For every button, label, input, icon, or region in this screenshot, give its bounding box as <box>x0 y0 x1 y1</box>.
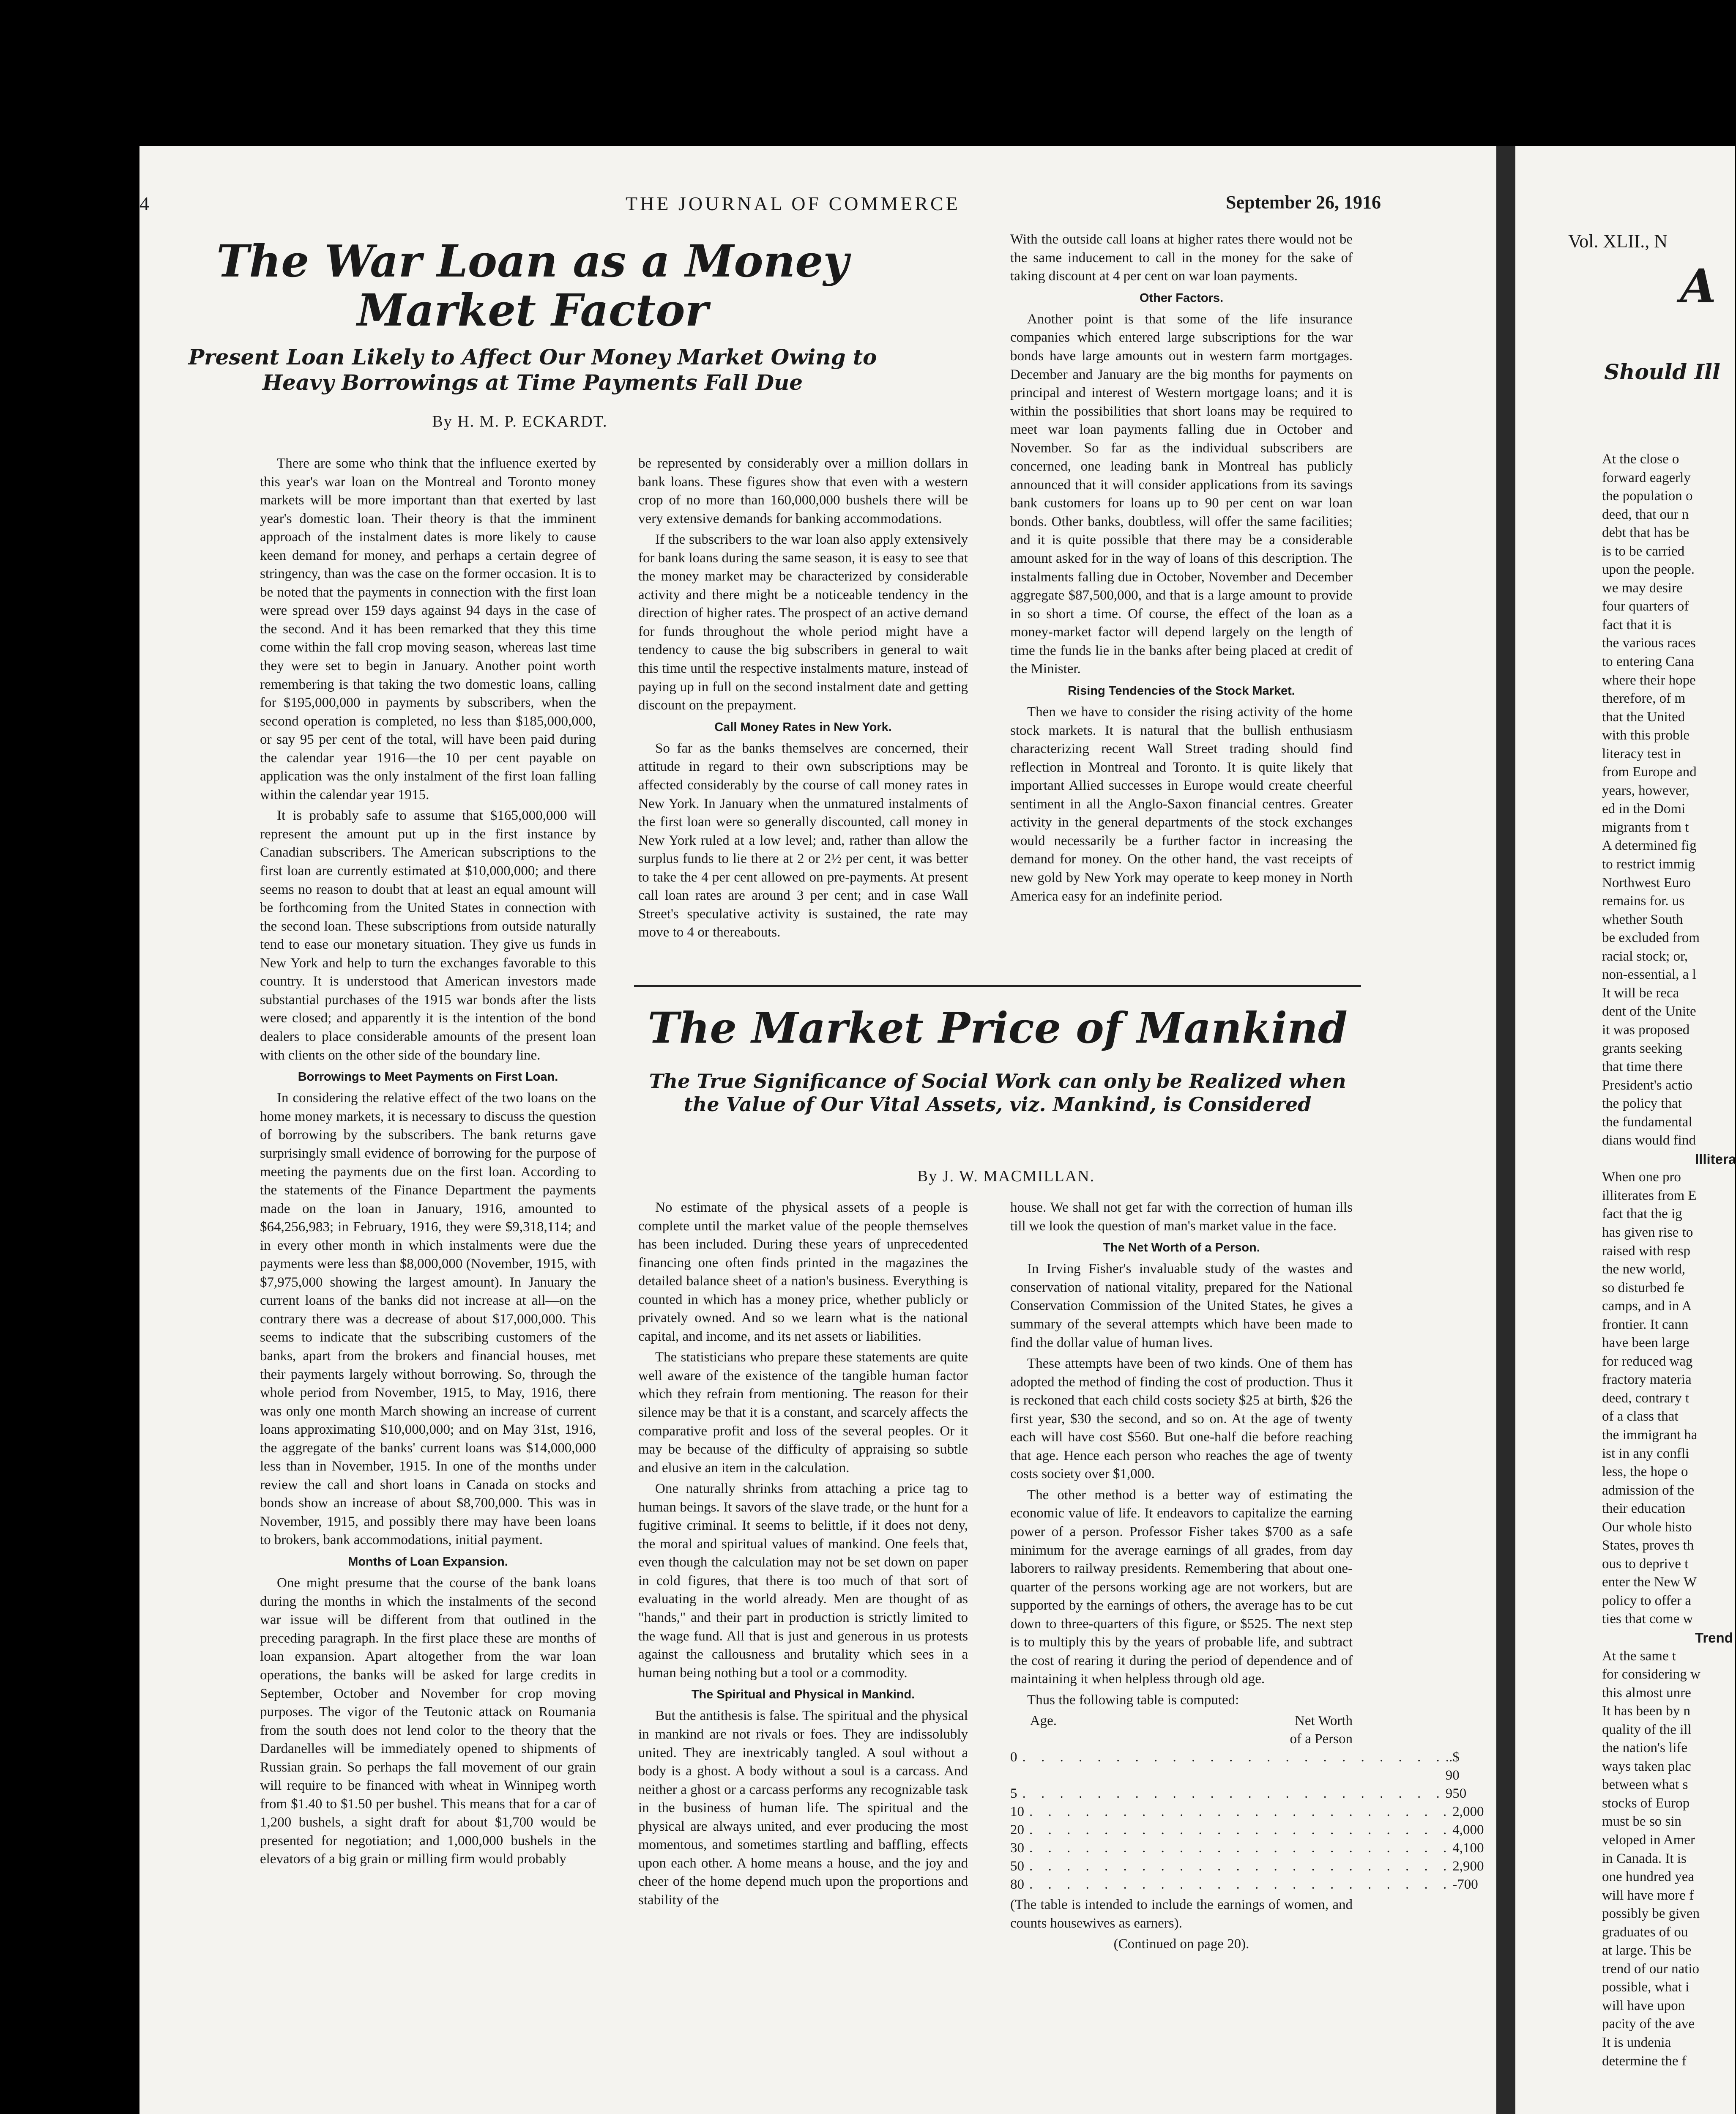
text-line: for considering w <box>1602 1667 1700 1682</box>
net-worth-cell: 2,900 <box>1452 1858 1484 1874</box>
text-line: It is undenia <box>1602 2035 1671 2051</box>
paragraph: If the subscribers to the war loan also apply extensively for bank loans during the same season, it is easy to see that the money market may be characterized by considerable activity and there might be a noticeable tendency in the direction of higher rates. The prospect of an active demand for funds throughout the whole period might have a tendency to cause the big subscribers in general to wait this time until the respective instalments mature, instead of paying up in full on the second instalment date and getting discount on the prepayment. <box>638 532 968 713</box>
article1-column-3 <box>1010 230 1353 908</box>
paragraph: There are some who think that the influence exerted by this year's war loan on the Montreal and Toronto money markets will be more important than that exerted by last year's domestic loan. Their theory is that the imminent approach of the instalment dates is more likely to cause keen demand for money, and perhaps a certain degree of stringency, than was the case on the former occasion. It is to be noted that the payments in connection with the first loan were spread over 159 days against 94 days in the case of the second. And it has been remarked that they this time come within the fall crop moving season, whereas last time they were set to begin in January. Another point worth remembering is that taking the two domestic loans, calling for $195,000,000 in payments by subscribers, when the second operation is completed, no less than $185,000,000, or say 95 per cent of the total, will have been paid during the calendar year 1916—the 10 per cent payable on application was the only instalment of the first loan falling within the calendar year 1915. <box>260 456 596 802</box>
article1-subtitle: Present Loan Likely to Affect Our Money Market Owing to Heavy Borrowings at Time Payments Fall Due <box>188 345 877 395</box>
text-line: grants seeking <box>1602 1041 1682 1056</box>
publication-name: THE JOURNAL OF COMMERCE <box>626 193 960 214</box>
next-subtitle-fragment: Should Ill <box>1604 359 1720 384</box>
text-line: President's actio <box>1602 1077 1692 1093</box>
continued-note: (Continued on page 20). <box>1113 1936 1249 1952</box>
paragraph: In considering the relative effect of the two loans on the home money markets, it is necessary to discuss the question of borrowing by the subscribers. The bank returns gave surprisingly small evidence of borrowing for the purpose of meeting the payments due on the first loan. According to the statements of the Finance Department the payments made on the loan in January, 1916, amounted to $64,256,983; in February, 1916, they were $9,318,114; and in every other month in which instalments were due the payments were less than $8,000,000 (November, 1915, with $7,975,000 showing the largest amount). In January the current loans of the banks did not increase at all—on the contrary there was a decrease of about $17,000,000. This seems to indicate that the subscribing customers of the banks, apart from the brokers and financial houses, met their payments largely without borrowing. So, through the whole period from November, 1915, to May, 1916, there was only one month March showing an increase of current loans approximating $10,000,000; and on May 31st, 1916, the aggregate of the banks' current loans was $14,000,000 less than in November, 1915. In one of the months under review the call and short loans in Canada on stocks and bonds show an increase of about $8,700,000. This was in November, 1915, and possibly there may have been loans to brokers, bank accommodations, initial payment. <box>260 1090 596 1548</box>
text-line: where their hope <box>1602 672 1696 688</box>
text-line: that time there <box>1602 1059 1683 1075</box>
text-line: fractory materia <box>1602 1372 1692 1388</box>
text-line: this almost unre <box>1602 1685 1691 1701</box>
text-line: policy to offer a <box>1602 1593 1692 1608</box>
text-line: debt that has be <box>1602 525 1690 541</box>
age-cell: 5 <box>1010 1786 1017 1802</box>
text-line: at large. This be <box>1602 1943 1692 1958</box>
net-worth-table <box>1010 1712 1484 1893</box>
paragraph: In Irving Fisher's invaluable study of the wastes and conservation of national vitality, prepared for the National Conservation Commission of the United States, he gives a summary of the several attempts which have been made to find the dollar value of human lives. <box>1010 1261 1353 1350</box>
text-line: years, however, <box>1602 783 1690 798</box>
text-line: of a class that <box>1602 1409 1679 1424</box>
text-line: States, proves th <box>1602 1538 1694 1553</box>
volume-label: Vol. XLII., N <box>1568 231 1668 252</box>
text-line: with this proble <box>1602 728 1690 743</box>
text-line: the immigrant ha <box>1602 1427 1698 1443</box>
text-line: from Europe and <box>1602 764 1697 780</box>
text-line: frontier. It cann <box>1602 1317 1689 1332</box>
column-header-age: Age. <box>1030 1713 1057 1729</box>
text-line: graduates of ou <box>1602 1924 1688 1940</box>
table-row <box>1010 1748 1460 1785</box>
text-line: is to be carried <box>1602 543 1685 559</box>
text-line: in Canada. It is <box>1602 1851 1687 1866</box>
text-line: to restrict immig <box>1602 857 1695 872</box>
net-worth-line1: Net Worth <box>1295 1713 1353 1729</box>
text-line: Our whole histo <box>1602 1519 1692 1535</box>
text-line: have been large <box>1602 1335 1690 1351</box>
net-worth-cell: ..$ 90 <box>1445 1750 1460 1783</box>
text-line: camps, and in A <box>1602 1298 1692 1314</box>
text-line: the various races <box>1602 635 1696 651</box>
text-line: one hundred yea <box>1602 1869 1695 1885</box>
article-divider <box>634 985 1361 987</box>
text-line: At the same t <box>1602 1648 1676 1664</box>
text-line: When one pro <box>1602 1169 1681 1185</box>
paragraph: One might presume that the course of the bank loans during the months in which the instalments of the second war issue will be different from that outlined in the preceding paragraph. In the first place these are months of loan expansion. Apart altogether from the war loan operations, the banks will be asked for large credits in September, October and November for crop moving purposes. The vigor of the Teutonic attack on Roumania from the south does not lend color to the theory that the Dardanelles will be immediately opened to shipments of Russian grain. So perhaps the fall movement of our grain will require to be financed with wheat in Winnipeg worth from $1.40 to $1.50 per bushel. This means that for a car of 1,200 bushels, a sight draft for about $1,700 would be presented for negotiation; and 1,000,000 bushels in the elevators of a big grain or milling firm would probably <box>260 1575 596 1867</box>
paragraph: Then we have to consider the rising activity of the home stock markets. It is natural that the bullish enthusiasm characterizing recent Wall Street trading should find reflection in Montreal and Toronto. It is quite likely that important Allied successes in Europe would create cheerful sentiment in all the Anglo-Saxon financial centres. Greater activity in the general departments of the stock exchanges would necessarily be a further factor in increasing the demand for money. On the other hand, the vast receipts of new gold by New York may operate to keep money in North America easy for an indefinite period. <box>1010 704 1353 904</box>
paragraph: But the antithesis is false. The spiritual and the physical in mankind are not rivals or foes. They are indissolubly united. They are inextricably tangled. A soul without a body is a ghost. A body without a soul is a carcass. And neither a ghost or a carcass performs any recognizable task in the business of human life. The spiritual and the physical are always united, and ever producing the most momentous, and sometimes startling and baffling, effects upon each other. A home means a house, and the joy and cheer of the home depend much upon the proportions and stability of the <box>638 1708 968 1908</box>
leader-dots: . . . . . . . . . . . . . . . . . . . . . . . <box>1022 1750 1446 1765</box>
text-line: their education <box>1602 1501 1686 1517</box>
text-line: ist in any confli <box>1602 1446 1690 1461</box>
text-line: stocks of Europ <box>1602 1795 1690 1811</box>
text-line: racial stock; or, <box>1602 948 1688 964</box>
text-line: possibly be given <box>1602 1906 1700 1922</box>
text-line: whether South <box>1602 912 1683 927</box>
net-worth-line2: of a Person <box>1290 1731 1353 1747</box>
age-cell: 80 <box>1010 1876 1024 1892</box>
text-line: ways taken plac <box>1602 1758 1691 1774</box>
text-line: enter the New W <box>1602 1575 1697 1590</box>
next-page-text <box>1602 450 1736 2070</box>
text-line: the nation's life <box>1602 1740 1688 1756</box>
text-line: illiterates from E <box>1602 1188 1697 1203</box>
text-line: ed in the Domi <box>1602 801 1686 817</box>
text-line: the policy that <box>1602 1096 1682 1112</box>
section-heading: The Spiritual and Physical in Mankind. <box>691 1688 915 1702</box>
leader-dots: . . . . . . . . . . . . . . . . . . . . . . . <box>1029 1858 1453 1874</box>
text-line: admission of the <box>1602 1482 1695 1498</box>
text-line: Northwest Euro <box>1602 875 1691 890</box>
paragraph: The statisticians who prepare these statements are quite well aware of the existence of the tangible human factor which they refrain from mentioning. The reason for their silence may be that it is a constant, and scarcely affects the comparative profit and loss of the several peoples. Or it may be because of the difficulty of appraising so subtle and elusive an item in the calculation. <box>638 1350 968 1476</box>
table-row <box>1010 1821 1484 1839</box>
column-header-net-worth <box>1251 1712 1353 1748</box>
next-title-fragment: A <box>1680 259 1717 313</box>
table-header <box>1010 1712 1353 1748</box>
text-line: it was proposed <box>1602 1022 1690 1038</box>
section-heading: Call Money Rates in New York. <box>714 720 892 734</box>
text-line: dians would find <box>1602 1133 1696 1148</box>
next-page-fragment <box>1515 146 1735 2114</box>
text-line: forward eagerly <box>1602 470 1691 485</box>
text-line: deed, that our n <box>1602 507 1689 522</box>
paragraph: house. We shall not get far with the correction of human ills till we look the question of man's market value in the face. <box>1010 1200 1353 1234</box>
table-note: (The table is intended to include the earnings of women, and counts housewives as earners). <box>1010 1897 1353 1931</box>
text-line: the fundamental <box>1602 1114 1692 1130</box>
leader-dots: . . . . . . . . . . . . . . . . . . . . . . . <box>1029 1804 1453 1819</box>
issue-date: September 26, 1916 <box>1226 192 1381 213</box>
text-line: will have more f <box>1602 1887 1694 1903</box>
text-line: A determined fig <box>1602 838 1697 854</box>
page-number: 4 <box>139 193 152 214</box>
net-worth-cell: -700 <box>1452 1876 1478 1892</box>
text-line: veloped in Amer <box>1602 1832 1695 1848</box>
text-line: deed, contrary t <box>1602 1390 1690 1406</box>
section-heading: Trend <box>1695 1630 1733 1646</box>
article2-column-2 <box>1010 1199 1484 1956</box>
table-row <box>1010 1785 1467 1803</box>
paragraph: With the outside call loans at higher rates there would not be the same inducement to call in the money for the sake of taking discount at 4 per cent on war loan payments. <box>1010 232 1353 284</box>
leader-dots: . . . . . . . . . . . . . . . . . . . . . . . <box>1029 1840 1453 1856</box>
section-heading: Months of Loan Expansion. <box>348 1555 508 1569</box>
age-cell: 30 <box>1010 1840 1024 1856</box>
text-line: migrants from t <box>1602 819 1689 835</box>
paragraph: No estimate of the physical assets of a people is complete until the market value of the people themselves has been included. During these years of unprecedented financing one often finds printed in the magazines the detailed balance sheet of a nation's business. Everything is counted in which has a money price, whether publicly or privately owned. And so we learn what is the national capital, and income, and its net assets or liabilities. <box>638 1200 968 1344</box>
paragraph: be represented by considerably over a million dollars in bank loans. These figures show that even with a western crop of no more than 160,000,000 bushels there will be very extensive demands for banking accommodations. <box>638 456 968 526</box>
leader-dots: . . . . . . . . . . . . . . . . . . . . . . . <box>1029 1822 1453 1837</box>
text-line: pacity of the ave <box>1602 2016 1695 2032</box>
text-line: will have upon <box>1602 1998 1685 2013</box>
text-line: so disturbed fe <box>1602 1280 1684 1295</box>
age-cell: 10 <box>1010 1804 1024 1819</box>
text-line: ous to deprive t <box>1602 1556 1689 1572</box>
text-line: determine the f <box>1602 2053 1687 2069</box>
age-cell: 0 <box>1010 1750 1017 1765</box>
text-line: between what s <box>1602 1777 1688 1793</box>
table-row <box>1010 1876 1478 1894</box>
text-line: for reduced wag <box>1602 1353 1693 1369</box>
section-heading: Borrowings to Meet Payments on First Loan. <box>298 1070 558 1084</box>
paragraph: It is probably safe to assume that $165,000,000 will represent the amount put up in the first instance by Canadian subscribers. The American subscriptions to the first loan are currently estimated at $10,000,000; and there seems no reason to doubt that at least an equal amount will be forthcoming from the United States in connection with the second loan. These subscriptions from outside naturally tend to ease our monetary situation. They give us funds in New York and help to turn the exchanges favorable to this country. It is understood that American investors made substantial purchases of the 1915 war bonds after the lists were closed; and apparently it is the intention of the bond dealers to place considerable amounts of the present loan with clients on the other side of the boundary line. <box>260 808 596 1063</box>
article1-column-2 <box>638 455 968 945</box>
text-line: raised with resp <box>1602 1243 1690 1259</box>
article2-title: The Market Price of Mankind <box>648 1003 1348 1053</box>
section-heading: Illitera <box>1695 1151 1736 1167</box>
article1-column-1 <box>260 455 596 1871</box>
text-line: quality of the ill <box>1602 1722 1692 1737</box>
net-worth-cell: 2,000 <box>1452 1804 1484 1819</box>
text-line: ties that come w <box>1602 1611 1693 1627</box>
article2-byline: By J. W. MACMILLAN. <box>917 1167 1095 1185</box>
age-cell: 50 <box>1010 1858 1024 1874</box>
text-line: possible, what i <box>1602 1980 1690 1995</box>
text-line: At the close o <box>1602 452 1679 467</box>
paragraph: So far as the banks themselves are concerned, their attitude in regard to their own subscriptions may be affected considerably by the course of call money rates in New York. In January when the unmatured instalments of the first loan were so generally discounted, call money in New York ruled at a low level; and, rather than allow the surplus funds to lie there at 2 or 2½ per cent, it was better to take the 4 per cent allowed on pre-payments. At present call loan rates are around 3 per cent; and in case Wall Street's speculative activity is sustained, the rate may move to 4 or thereabouts. <box>638 740 968 940</box>
text-line: fact that it is <box>1602 617 1672 633</box>
page-gutter <box>1496 146 1515 2114</box>
text-line: must be so sin <box>1602 1814 1681 1829</box>
section-heading: Other Factors. <box>1139 291 1224 305</box>
text-line: that the United <box>1602 709 1685 725</box>
table-row <box>1010 1857 1484 1876</box>
text-line: has given rise to <box>1602 1224 1693 1240</box>
text-line: non-essential, a l <box>1602 967 1696 983</box>
paragraph: Thus the following table is computed: <box>1027 1692 1239 1708</box>
text-line: to entering Cana <box>1602 654 1695 670</box>
article1-title: The War Loan as a Money Market Factor <box>216 235 849 337</box>
text-line: the population o <box>1602 488 1693 504</box>
text-line: four quarters of <box>1602 599 1689 614</box>
article1-byline: By H. M. P. ECKARDT. <box>432 413 608 430</box>
paragraph: One naturally shrinks from attaching a price tag to human beings. It savors of the slave trade, or the hunt for a fugitive criminal. It seems to belittle, if it does not deny, the moral and spiritual values of mankind. One feels that, even though the calculation may not be set down on paper in cold figures, that there is too much of that sort of evaluating in the world already. Men are thought of as "hands," and their part in production is strictly limited to the wage fund. All that is just and generous in us protests against the callousness and brutality which sees in a human being nothing but a tool or a commodity. <box>638 1481 968 1681</box>
article2-subtitle: The True Significance of Social Work can only be Realized when the Value of Our Vital Assets, viz. Mankind, is Considered <box>649 1070 1346 1116</box>
net-worth-cell: 4,100 <box>1452 1840 1484 1856</box>
text-line: literacy test in <box>1602 746 1681 761</box>
article2-column-1 <box>638 1199 968 1912</box>
text-line: therefore, of m <box>1602 691 1685 706</box>
newspaper-page <box>139 146 1496 2114</box>
text-line: It has been by n <box>1602 1703 1690 1719</box>
leader-dots: . . . . . . . . . . . . . . . . . . . . . . . <box>1022 1786 1446 1802</box>
section-heading: Rising Tendencies of the Stock Market. <box>1068 684 1295 698</box>
text-line: we may desire <box>1602 580 1683 596</box>
text-line: remains for. us <box>1602 893 1685 909</box>
text-line: fact that the ig <box>1602 1206 1682 1222</box>
net-worth-cell: 4,000 <box>1452 1822 1484 1837</box>
text-line: trend of our natio <box>1602 1961 1700 1977</box>
text-line: less, the hope o <box>1602 1464 1688 1480</box>
text-line: dent of the Unite <box>1602 1004 1696 1019</box>
text-line: upon the people. <box>1602 562 1695 578</box>
paragraph: The other method is a better way of estimating the economic value of life. It endeavors to capitalize the earning power of a person. Professor Fisher takes $700 as a safe minimum for the average earnings of all grades, from day laborers to railway presidents. Remembering that about one-quarter of the persons working age are not workers, but are supported by the earnings of others, the average has to be cut down to three-quarters of this figure, or $525. The next step is to multiply this by the years of probable life, and subtract the cost of rearing it during the period of dependence and of maintaining it when helpless through old age. <box>1010 1487 1353 1687</box>
paragraph: Another point is that some of the life insurance companies which entered large subscriptions for the war bonds have large amounts out in western farm mortgages. December and January are the big months for payments on principal and interest of Western mortgage loans; and it is within the possibilities that short loans may be required to meet war loan payments falling due in October and November. So far as the individual subscribers are concerned, one leading bank in Montreal has publicly announced that it will consider applications from its savings bank customers for loans up to 90 per cent on war loan bonds. Other banks, doubtless, will offer the same facilities; and it is quite possible that there may be a considerable amount asked for in the way of loans of this description. The instalments falling due in October, November and December aggregate $87,500,000, and that is a large amount to provide in so short a time. Of course, the effect of the loan as a money-market factor will depend largely on the length of time the funds lie in the banks after being placed at credit of the Minister. <box>1010 311 1353 677</box>
leader-dots: . . . . . . . . . . . . . . . . . . . . . . . <box>1029 1876 1453 1892</box>
age-cell: 20 <box>1010 1822 1024 1837</box>
text-line: be excluded from <box>1602 930 1700 946</box>
section-heading: The Net Worth of a Person. <box>1103 1241 1260 1255</box>
table-row <box>1010 1839 1484 1857</box>
table-row <box>1010 1803 1484 1821</box>
text-line: the new world, <box>1602 1262 1686 1277</box>
net-worth-cell: 950 <box>1445 1786 1467 1802</box>
paragraph: These attempts have been of two kinds. One of them has adopted the method of finding the cost of production. Thus it is reckoned that each child costs society $25 at birth, $26 the first year, $30 the second, and so on. At the age of twenty each will have cost $560. But one-half die before reaching that age. Hence each person who reaches the age of twenty costs society over $1,000. <box>1010 1356 1353 1482</box>
text-line: It will be reca <box>1602 985 1679 1001</box>
